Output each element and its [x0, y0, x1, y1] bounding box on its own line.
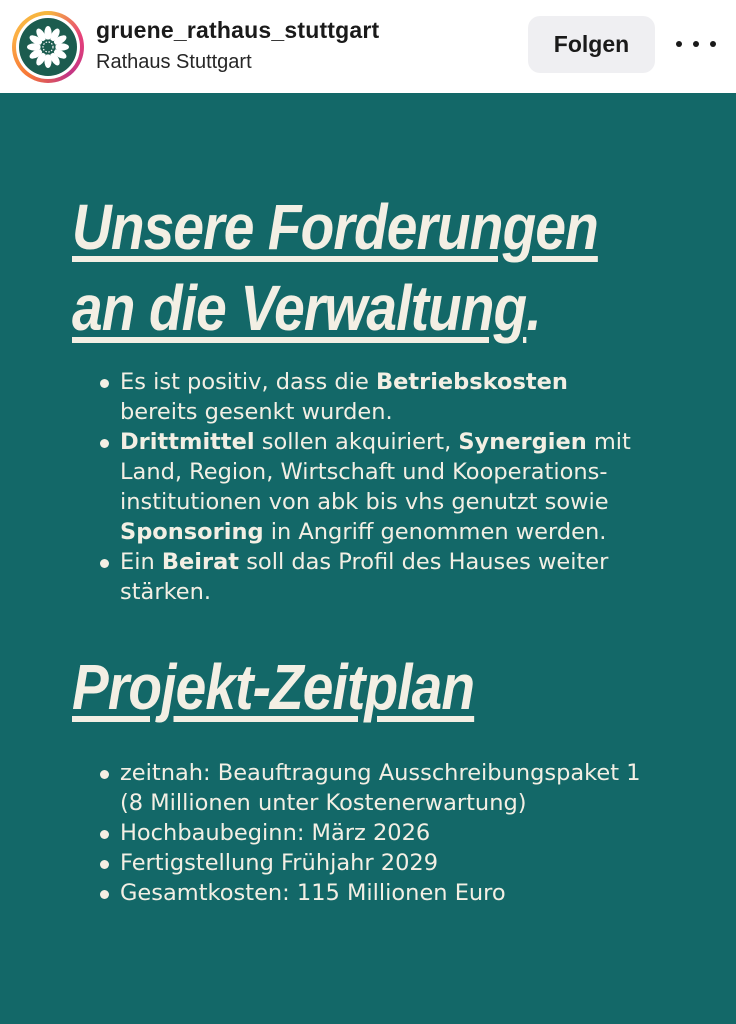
sunflower-logo-icon — [25, 24, 71, 70]
text-segment: Gesamtkosten: 115 Millionen Euro — [120, 880, 506, 906]
post-image[interactable] — [0, 93, 736, 1024]
text-segment: soll das Profil des Hauses weiter — [239, 549, 609, 575]
bold-text: Beirat — [161, 549, 240, 575]
text-segment: mit — [586, 429, 631, 455]
bold-text: Betriebskosten — [375, 369, 568, 395]
text-segment: Land, Region, Wirtschaft und Kooperations- — [120, 459, 608, 485]
more-horizontal-icon[interactable] — [676, 26, 716, 62]
post-header — [0, 0, 736, 93]
list-item — [100, 427, 700, 547]
section-title-line-2: an die Verwaltung. — [72, 272, 541, 344]
text-segment: zeitnah: Beauftragung Ausschreibungspaket 1 — [120, 760, 641, 786]
section-title-timeline: Projekt-Zeitplan — [72, 651, 475, 723]
list-item — [100, 547, 700, 607]
follow-button[interactable]: Folgen — [528, 16, 655, 73]
bold-text: Synergien — [458, 429, 587, 455]
list-item — [100, 818, 700, 848]
story-ring[interactable] — [12, 11, 84, 83]
text-segment: institutionen von abk bis vhs genutzt sowie — [120, 489, 609, 515]
text-segment: (8 Millionen unter Kostenerwartung) — [120, 790, 527, 816]
text-segment: sollen akquiriert, — [254, 429, 459, 455]
list-item — [100, 758, 700, 818]
text-segment: Hochbaubeginn: März 2026 — [120, 820, 431, 846]
location-label[interactable]: Rathaus Stuttgart — [96, 51, 252, 73]
list-item — [100, 367, 700, 427]
section-title-line-1: Unsere Forderungen — [72, 191, 598, 263]
text-segment: Es ist positiv, dass die — [120, 369, 376, 395]
text-segment: bereits gesenkt wurden. — [120, 399, 393, 425]
text-segment: Fertigstellung Frühjahr 2029 — [120, 850, 439, 876]
bold-text: Drittmittel — [120, 429, 255, 455]
text-segment: stärken. — [120, 579, 212, 605]
list-item — [100, 878, 700, 908]
text-segment: in Angriff genommen werden. — [263, 519, 607, 545]
timeline-list — [100, 758, 700, 908]
text-segment: Ein — [120, 549, 162, 575]
bold-text: Sponsoring — [120, 519, 264, 545]
avatar[interactable] — [19, 18, 77, 76]
demands-list — [100, 367, 700, 607]
list-item — [100, 848, 700, 878]
username[interactable]: gruene_rathaus_stuttgart — [96, 17, 380, 43]
